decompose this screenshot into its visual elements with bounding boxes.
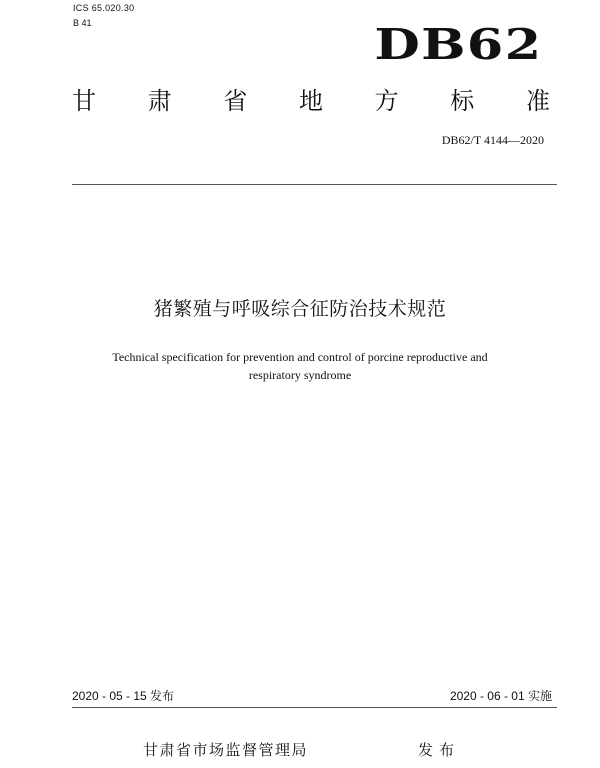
standard-number: DB62/T 4144—2020 xyxy=(441,133,544,147)
top-divider xyxy=(72,184,557,185)
implementation-date: 2020 - 06 - 01 实施 xyxy=(449,689,552,703)
standard-type-char: 准 xyxy=(525,87,550,115)
ccs-code: B 41 xyxy=(73,18,92,28)
chinese-title: 猪繁殖与呼吸综合征防治技术规范 xyxy=(153,298,447,320)
standard-type-char: 省 xyxy=(223,87,248,115)
standard-type xyxy=(72,86,550,116)
issue-date: 2020 - 05 - 15 发布 xyxy=(72,689,175,703)
issue-label: 发布 xyxy=(418,741,461,759)
bottom-divider xyxy=(72,707,557,708)
standard-type-char: 肃 xyxy=(147,87,172,115)
english-title-line-2: respiratory syndrome xyxy=(248,368,352,382)
standard-type-char: 甘 xyxy=(72,87,96,115)
standard-type-char: 标 xyxy=(450,87,475,115)
standard-type-char: 方 xyxy=(374,87,399,115)
english-title-line-1: Technical specification for prevention and control of porcine reproductive and xyxy=(112,350,488,364)
english-title xyxy=(60,348,540,384)
issuing-authority: 甘肃省市场监督管理局 xyxy=(143,741,309,759)
db-mark: DB62 xyxy=(374,20,542,69)
ics-code: ICS 65.020.30 xyxy=(73,3,135,13)
standard-type-char: 地 xyxy=(298,87,323,115)
